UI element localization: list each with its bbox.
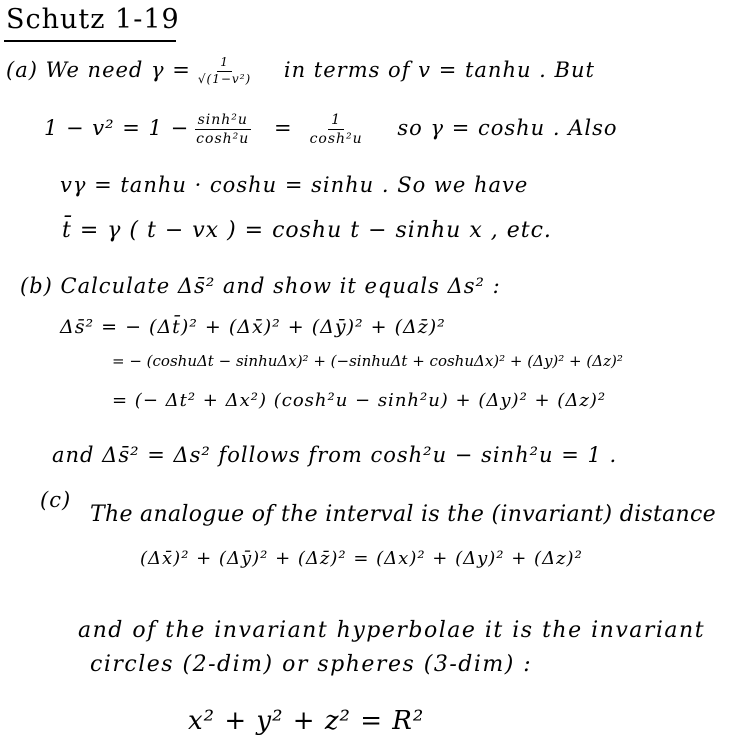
part-b-line-5: and Δs̄² = Δs² follows from cosh²u − sinh²u = 1 . xyxy=(52,443,618,467)
part-a-line-3: vγ = tanhu · coshu = sinhu . So we have xyxy=(60,173,529,197)
one-numerator: 1 xyxy=(328,112,344,130)
part-b-line-2: Δs̄² = − (Δt̄)² + (Δx̄)² + (Δȳ)² + (Δz̄)² xyxy=(60,316,446,338)
part-a-terms-text: in terms of v = tanhu . But xyxy=(283,57,595,82)
part-a-line-2 xyxy=(44,112,618,147)
sinh-cosh-fraction xyxy=(193,112,252,147)
cosh-sq-denominator-2: cosh²u xyxy=(309,131,363,148)
page-title: Schutz 1-19 xyxy=(6,4,180,35)
gamma-numerator: 1 xyxy=(217,56,232,72)
part-c-line-3: and of the invariant hyperbolae it is the invariant xyxy=(78,618,706,643)
gamma-fraction xyxy=(195,56,254,87)
part-c-line-5: x² + y² + z² = R² xyxy=(188,706,425,736)
part-c-label: (c) xyxy=(40,488,72,512)
cosh-sq-denominator: cosh²u xyxy=(196,131,250,148)
one-minus-v2: 1 − v² = 1 − xyxy=(44,116,190,141)
part-b-line-4: = (− Δt² + Δx²) (cosh²u − sinh²u) + (Δy)² + (Δz)² xyxy=(112,390,607,411)
reciprocal-cosh-fraction xyxy=(307,112,366,147)
part-b-line-1: (b) Calculate Δs̄² and show it equals Δs² : xyxy=(20,274,501,298)
equals-sign: = xyxy=(273,116,293,141)
part-c-line-2: (Δx̄)² + (Δȳ)² + (Δz̄)² = (Δx)² + (Δy)² + (Δz)² xyxy=(140,548,583,569)
sinh-sq-numerator: sinh²u xyxy=(195,112,251,130)
part-b-line-3: = − (coshuΔt − sinhuΔx)² + (−sinhuΔt + coshuΔx)² + (Δy)² + (Δz)² xyxy=(112,352,623,370)
gamma-equals-cosh: so γ = coshu . Also xyxy=(397,116,618,141)
title-underline xyxy=(4,40,176,42)
part-c-line-1: The analogue of the interval is the (invariant) distance xyxy=(90,502,716,527)
part-a-gamma-def: (a) We need γ = xyxy=(6,57,191,82)
gamma-denominator: √(1−v²) xyxy=(197,71,252,86)
part-a-line-1 xyxy=(6,56,595,87)
part-a-line-4: t̄ = γ ( t − vx ) = coshu t − sinhu x , etc. xyxy=(62,218,552,243)
part-c-line-4: circles (2-dim) or spheres (3-dim) : xyxy=(90,652,533,677)
